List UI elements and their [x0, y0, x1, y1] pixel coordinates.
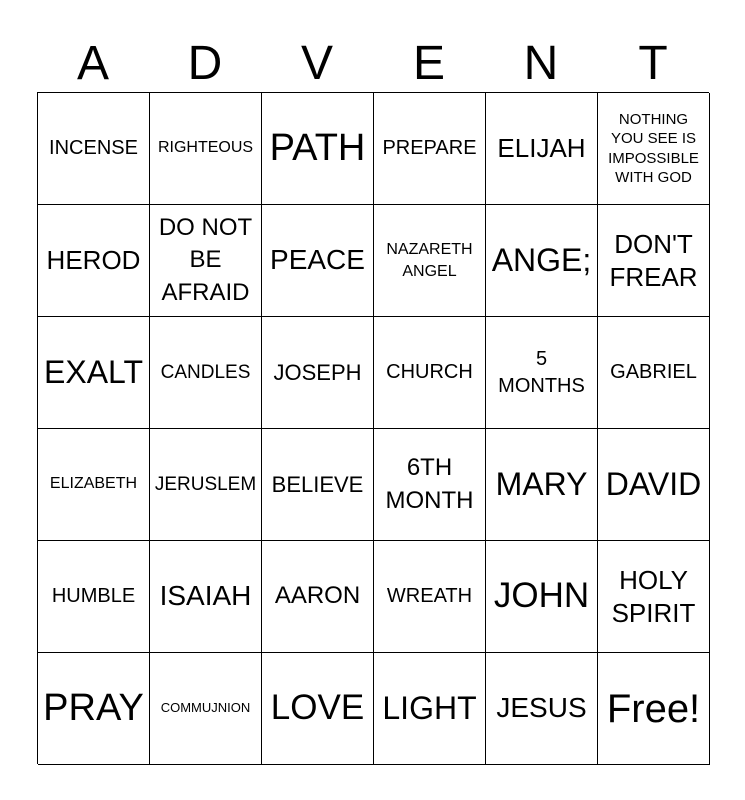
bingo-cell[interactable]: ANGE;	[486, 205, 598, 317]
bingo-cell[interactable]: MARY	[486, 429, 598, 541]
bingo-cell[interactable]: WREATH	[374, 541, 486, 653]
bingo-cell[interactable]: BELIEVE	[262, 429, 374, 541]
free-space-cell[interactable]: Free!	[598, 653, 710, 765]
bingo-cell[interactable]: PATH	[262, 93, 374, 205]
bingo-cell[interactable]: ISAIAH	[150, 541, 262, 653]
bingo-cell[interactable]: COMMUJNION	[150, 653, 262, 765]
bingo-cell[interactable]: LIGHT	[374, 653, 486, 765]
bingo-cell[interactable]: 5 MONTHS	[486, 317, 598, 429]
bingo-card-grid	[37, 92, 709, 764]
bingo-cell[interactable]: 6TH MONTH	[374, 429, 486, 541]
header-letter-v: V	[300, 37, 333, 90]
bingo-cell[interactable]: GABRIEL	[598, 317, 710, 429]
bingo-cell[interactable]: CHURCH	[374, 317, 486, 429]
bingo-cell[interactable]: DO NOT BE AFRAID	[150, 205, 262, 317]
header-letter-e: E	[412, 37, 445, 90]
bingo-cell[interactable]: RIGHTEOUS	[150, 93, 262, 205]
bingo-cell[interactable]: ELIZABETH	[38, 429, 150, 541]
bingo-cell[interactable]: JESUS	[486, 653, 598, 765]
bingo-cell[interactable]: PRAY	[38, 653, 150, 765]
bingo-cell[interactable]: DON'T FREAR	[598, 205, 710, 317]
bingo-cell[interactable]: JOSEPH	[262, 317, 374, 429]
bingo-cell[interactable]: HUMBLE	[38, 541, 150, 653]
bingo-cell[interactable]: INCENSE	[38, 93, 150, 205]
bingo-cell[interactable]: DAVID	[598, 429, 710, 541]
bingo-cell[interactable]: CANDLES	[150, 317, 262, 429]
bingo-cell[interactable]: JERUSLEM	[150, 429, 262, 541]
bingo-cell[interactable]: PEACE	[262, 205, 374, 317]
header-letter-a: A	[76, 37, 109, 90]
header-letter-d: D	[187, 37, 223, 90]
header-letter-t: T	[638, 37, 668, 90]
header-letter-n: N	[523, 37, 559, 90]
bingo-cell[interactable]: LOVE	[262, 653, 374, 765]
bingo-cell[interactable]: NAZARETH ANGEL	[374, 205, 486, 317]
bingo-cell[interactable]: HEROD	[38, 205, 150, 317]
bingo-cell[interactable]: HOLY SPIRIT	[598, 541, 710, 653]
bingo-cell[interactable]: ELIJAH	[486, 93, 598, 205]
bingo-header	[37, 36, 709, 92]
bingo-cell[interactable]: NOTHING YOU SEE IS IMPOSSIBLE WITH GOD	[598, 93, 710, 205]
bingo-cell[interactable]: EXALT	[38, 317, 150, 429]
bingo-cell[interactable]: PREPARE	[374, 93, 486, 205]
bingo-cell[interactable]: JOHN	[486, 541, 598, 653]
bingo-cell[interactable]: AARON	[262, 541, 374, 653]
